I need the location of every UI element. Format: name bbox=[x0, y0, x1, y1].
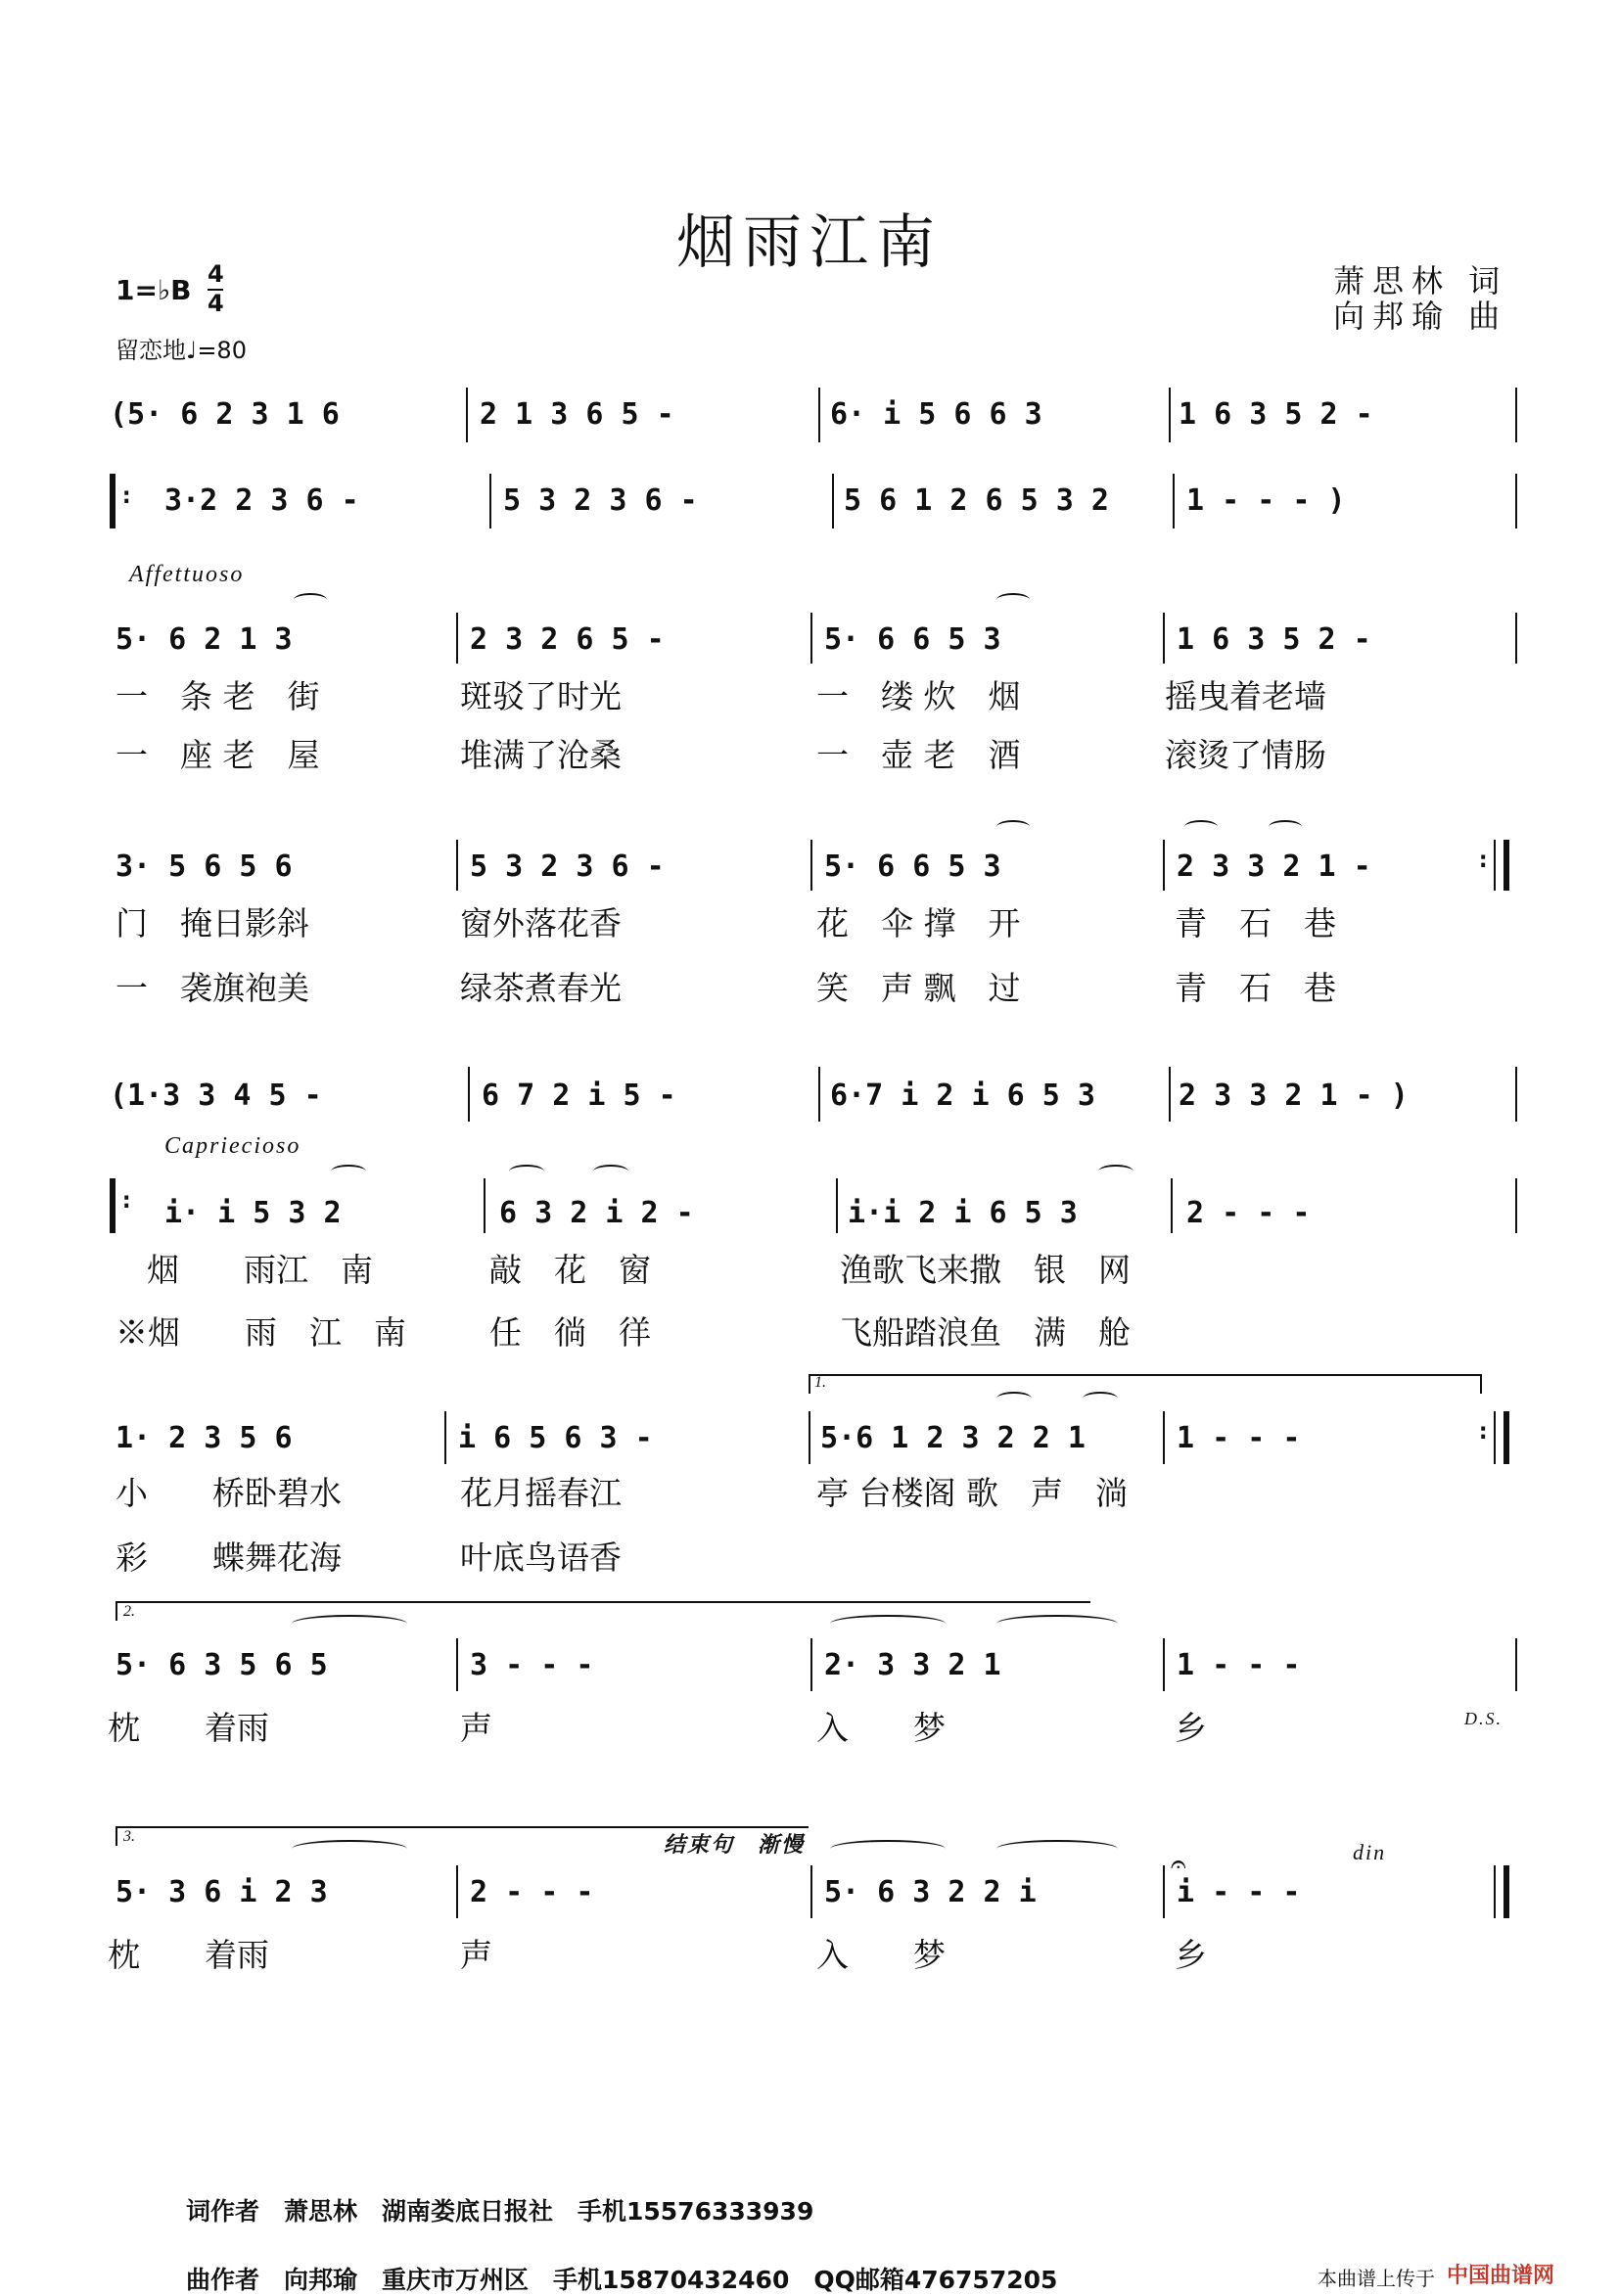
barline bbox=[1163, 1411, 1165, 1464]
lyricist-contact: 词作者 萧思林 湖南娄底日报社 手机15576333939 bbox=[186, 2197, 814, 2226]
measure: i· i 5 3 2 bbox=[164, 1196, 342, 1230]
slur bbox=[1083, 1392, 1118, 1405]
lyric-line: 滚烫了情肠 bbox=[1165, 736, 1326, 774]
measure: 5·6 1 2 3 2 2 1 bbox=[820, 1421, 1086, 1455]
lyricist-credit: 萧思林 词 bbox=[1333, 262, 1508, 299]
lyric-line: 入 梦 bbox=[816, 1936, 946, 1974]
fermata-icon: 𝄐 bbox=[1171, 1848, 1186, 1880]
lyric-line: 花 伞 撑 开 bbox=[816, 904, 1021, 942]
barline bbox=[810, 613, 812, 664]
repeat-dots: : bbox=[119, 482, 134, 509]
volta-bracket-2 bbox=[116, 1601, 1090, 1603]
slur bbox=[996, 820, 1030, 834]
measure: 1 - - - bbox=[1177, 1648, 1301, 1682]
upload-note: 本曲谱上传于 bbox=[1318, 2267, 1435, 2290]
lyric-line: 枕 着雨 bbox=[108, 1709, 269, 1747]
lyric-line: 一 缕 炊 烟 bbox=[816, 677, 1021, 715]
measure: (1·3 3 4 5 - bbox=[110, 1079, 322, 1113]
measure: 5 3 2 3 6 - bbox=[503, 483, 698, 518]
repeat-end-barline bbox=[1503, 1411, 1509, 1464]
barline bbox=[810, 1638, 812, 1691]
time-signature-numerator: 4 bbox=[208, 260, 224, 288]
lyric-line: 亭 台楼阁 歌 声 淌 bbox=[816, 1474, 1128, 1512]
slur bbox=[830, 1615, 946, 1632]
lyric-line: 渔歌飞来撒 银 网 bbox=[840, 1251, 1131, 1289]
final-barline bbox=[1503, 1865, 1509, 1918]
barline bbox=[832, 474, 834, 528]
lyric-line: 笑 声 飘 过 bbox=[816, 969, 1021, 1007]
expression-affettuoso: Affettuoso bbox=[129, 562, 245, 587]
ending-tempo-marking: 结束句 渐慢 bbox=[664, 1832, 806, 1857]
measure: 6·7 i 2 i 6 5 3 bbox=[830, 1079, 1095, 1113]
measure: 1 6 3 5 2 - bbox=[1179, 397, 1373, 432]
measure: 6 7 2 i 5 - bbox=[482, 1079, 676, 1113]
lyric-line: 小 桥卧碧水 bbox=[116, 1474, 342, 1512]
barline bbox=[456, 1638, 458, 1691]
barline bbox=[468, 1067, 470, 1122]
tempo-marking: 留恋地♩=80 bbox=[116, 337, 247, 364]
measure: 3·2 2 3 6 - bbox=[164, 483, 359, 518]
slur bbox=[593, 1165, 628, 1178]
lyric-line: 叶底鸟语香 bbox=[460, 1538, 622, 1577]
site-logo[interactable]: 中国曲谱网 bbox=[1447, 2264, 1555, 2288]
lyric-line: 枕 着雨 bbox=[108, 1936, 269, 1974]
measure: 2 3 2 6 5 - bbox=[470, 622, 665, 657]
lyric-line: 声 bbox=[460, 1709, 492, 1747]
volta-tick bbox=[116, 1601, 117, 1621]
measure: 5 6 1 2 6 5 3 2 bbox=[844, 483, 1109, 518]
lyric-line: 摇曳着老墙 bbox=[1165, 677, 1326, 715]
barline bbox=[1173, 474, 1175, 528]
composer-credit: 向邦瑜 曲 bbox=[1333, 298, 1508, 335]
expression-capriccioso: Capriecioso bbox=[164, 1133, 301, 1159]
measure: 5· 6 6 5 3 bbox=[824, 622, 1001, 657]
measure: 1· 2 3 5 6 bbox=[116, 1421, 293, 1455]
slur bbox=[1269, 820, 1302, 834]
slur bbox=[294, 593, 327, 607]
barline bbox=[818, 1067, 820, 1122]
volta-number: 3. bbox=[123, 1828, 135, 1845]
lyric-line: 一 条 老 街 bbox=[116, 677, 320, 715]
repeat-dots: : bbox=[119, 1186, 134, 1214]
slur bbox=[331, 1165, 366, 1178]
barline bbox=[444, 1411, 446, 1464]
barline bbox=[1515, 613, 1517, 664]
repeat-start-barline bbox=[110, 474, 116, 528]
barline bbox=[810, 1865, 812, 1918]
measure: 3 - - - bbox=[470, 1648, 594, 1682]
slur bbox=[292, 1840, 407, 1858]
measure: i 6 5 6 3 - bbox=[458, 1421, 653, 1455]
barline bbox=[1163, 1865, 1165, 1918]
barline bbox=[1163, 840, 1165, 891]
lyric-line: 彩 蝶舞花海 bbox=[116, 1538, 342, 1577]
volta-number: 2. bbox=[123, 1603, 135, 1620]
barline bbox=[1494, 1865, 1496, 1918]
expression-din: din bbox=[1353, 1840, 1387, 1864]
measure: i - - - bbox=[1177, 1875, 1301, 1909]
barline bbox=[1494, 1411, 1496, 1464]
repeat-end-barline bbox=[1503, 840, 1509, 891]
barline bbox=[1163, 1638, 1165, 1691]
barline bbox=[1515, 1638, 1517, 1691]
barline bbox=[1515, 474, 1517, 528]
barline bbox=[456, 1865, 458, 1918]
slur bbox=[509, 1165, 544, 1178]
lyric-line: 烟 雨江 南 bbox=[147, 1251, 373, 1289]
measure: (5· 6 2 3 1 6 bbox=[110, 397, 340, 432]
barline bbox=[1163, 613, 1165, 664]
barline bbox=[456, 613, 458, 664]
lyric-line: 一 壶 老 酒 bbox=[816, 736, 1021, 774]
lyric-line: 声 bbox=[460, 1936, 492, 1974]
volta-tick bbox=[116, 1826, 117, 1846]
repeat-dots: : bbox=[1476, 1417, 1491, 1445]
measure: 2 3 3 2 1 - bbox=[1177, 850, 1371, 884]
volta-number: 1. bbox=[814, 1374, 826, 1391]
slur bbox=[830, 1840, 946, 1858]
lyric-line: 入 梦 bbox=[816, 1709, 946, 1747]
measure: 5· 6 3 2 2 i bbox=[824, 1875, 1037, 1909]
measure: 6 3 2 i 2 - bbox=[499, 1196, 694, 1230]
lyric-line: 一 座 老 屋 bbox=[116, 736, 320, 774]
barline bbox=[484, 1178, 486, 1233]
volta-tick bbox=[1480, 1374, 1482, 1394]
measure: 2 1 3 6 5 - bbox=[480, 397, 674, 432]
time-signature-denominator: 4 bbox=[208, 290, 224, 317]
repeat-dots: : bbox=[1476, 846, 1491, 873]
measure: 5· 3 6 i 2 3 bbox=[116, 1875, 328, 1909]
barline bbox=[810, 840, 812, 891]
measure: 2· 3 3 2 1 bbox=[824, 1648, 1001, 1682]
barline bbox=[1169, 388, 1171, 442]
barline bbox=[1515, 388, 1517, 442]
barline bbox=[836, 1178, 838, 1233]
barline bbox=[1171, 1178, 1173, 1233]
barline bbox=[818, 388, 820, 442]
barline bbox=[1494, 840, 1496, 891]
barline bbox=[489, 474, 491, 528]
lyric-line: 飞船踏浪鱼 满 舱 bbox=[840, 1313, 1131, 1352]
key-signature: 1=♭B bbox=[116, 274, 192, 306]
measure: i·i 2 i 6 5 3 bbox=[848, 1196, 1078, 1230]
composer-contact: 曲作者 向邦瑜 重庆市万州区 手机15870432460 QQ邮箱476757205 bbox=[186, 2266, 1058, 2294]
lyric-line: 堆满了沧桑 bbox=[460, 736, 622, 774]
barline bbox=[466, 388, 468, 442]
lyric-line: 一 袭旗袍美 bbox=[116, 969, 309, 1007]
slur bbox=[996, 1615, 1118, 1632]
measure: 2 - - - bbox=[470, 1875, 594, 1909]
barline bbox=[456, 840, 458, 891]
slur bbox=[996, 1840, 1118, 1858]
barline bbox=[1515, 1178, 1517, 1233]
lyric-line: 门 掩日影斜 bbox=[116, 904, 309, 942]
lyric-line: 乡 bbox=[1175, 1936, 1207, 1974]
lyric-line: 绿茶煮春光 bbox=[460, 969, 622, 1007]
slur bbox=[1184, 820, 1218, 834]
dal-segno-marking: D.S. bbox=[1464, 1709, 1503, 1728]
barline bbox=[1169, 1067, 1171, 1122]
measure: 5· 6 2 1 3 bbox=[116, 622, 293, 657]
slur bbox=[1098, 1165, 1133, 1178]
lyric-line: ※烟 雨 江 南 bbox=[116, 1313, 406, 1352]
barline bbox=[809, 1411, 810, 1464]
volta-tick bbox=[809, 1374, 810, 1394]
measure: 5 3 2 3 6 - bbox=[470, 850, 665, 884]
volta-bracket-1 bbox=[809, 1374, 1482, 1376]
lyric-line: 窗外落花香 bbox=[460, 904, 622, 942]
repeat-start-barline bbox=[110, 1178, 116, 1233]
lyric-line: 乡 bbox=[1175, 1709, 1207, 1747]
page-title: 烟雨江南 bbox=[676, 208, 943, 277]
slur bbox=[996, 1392, 1032, 1405]
lyric-line: 任 徜 徉 bbox=[489, 1313, 651, 1352]
measure: 1 - - - ) bbox=[1186, 483, 1346, 518]
measure: 1 - - - bbox=[1177, 1421, 1301, 1455]
lyric-line: 斑驳了时光 bbox=[460, 677, 622, 715]
measure: 1 6 3 5 2 - bbox=[1177, 622, 1371, 657]
measure: 6· i 5 6 6 3 bbox=[830, 397, 1042, 432]
lyric-line: 花月摇春江 bbox=[460, 1474, 622, 1512]
measure: 3· 5 6 5 6 bbox=[116, 850, 293, 884]
measure: 5· 6 3 5 6 5 bbox=[116, 1648, 328, 1682]
slur bbox=[292, 1615, 407, 1632]
barline bbox=[1515, 1067, 1517, 1122]
lyric-line: 敲 花 窗 bbox=[489, 1251, 651, 1289]
lyric-line: 青 石 巷 bbox=[1175, 904, 1336, 942]
measure: 2 3 3 2 1 - ) bbox=[1179, 1079, 1409, 1113]
slur bbox=[996, 593, 1030, 607]
measure: 2 - - - bbox=[1186, 1196, 1311, 1230]
lyric-line: 青 石 巷 bbox=[1175, 969, 1336, 1007]
measure: 5· 6 6 5 3 bbox=[824, 850, 1001, 884]
